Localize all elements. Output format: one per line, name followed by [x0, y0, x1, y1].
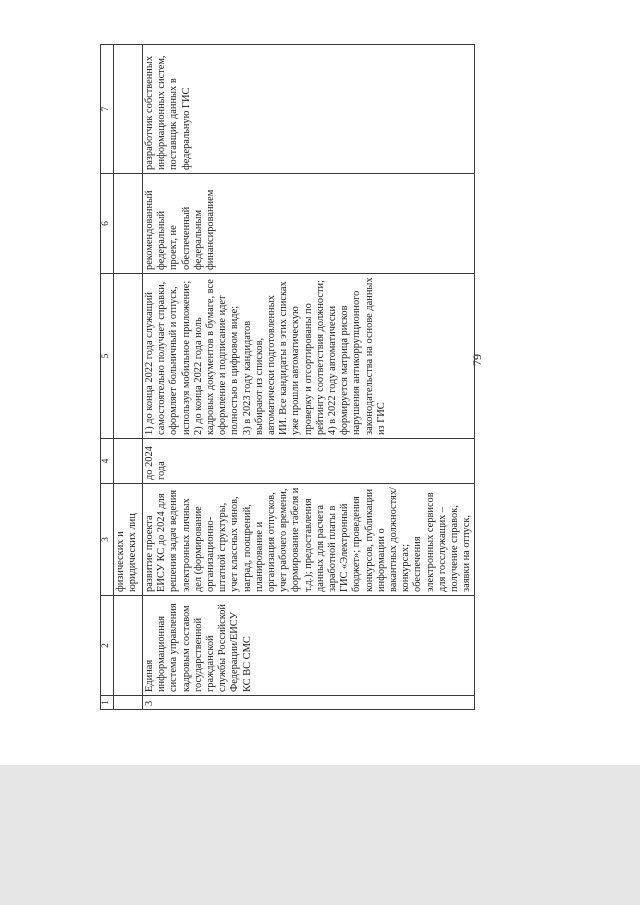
continuation-text: физических и юридических лиц — [114, 484, 143, 596]
expected-results — [143, 274, 475, 439]
row-number: 3 — [143, 696, 475, 710]
system-name: Единая информационная система управления кадровым составом государственной гражданской службы Российской Федерации/ЕИСУ КС ВС СМС — [143, 596, 475, 696]
scan-background — [0, 765, 640, 905]
table-row — [143, 45, 475, 710]
owner-role: разработчик собственных информационных систем, поставщик данных в федеральную ГИС — [143, 45, 475, 174]
rotated-page-content — [100, 45, 630, 710]
measures-table — [100, 44, 475, 710]
result-item: 3) в 2023 году кандидатов выбирают из списков, автоматически подготовленных ИИ. Все кандидаты в этих списках уже прошли автоматическую проверку и отсортированы по рейтингу соответствия должности; — [241, 280, 326, 435]
page-number: 79 — [470, 354, 484, 366]
header-col-7: 7 — [101, 45, 114, 174]
result-item: 2) до конца 2022 года ноль кадровых документов в бумаге, все оформление и подписание идет полностью в цифровом виде; — [192, 279, 241, 435]
header-col-2: 2 — [101, 596, 114, 696]
result-item: 1) до конца 2022 года служащий самостоятельно получает справки, оформляет больничный и отпуск, используя мобильное приложение; — [144, 280, 192, 435]
header-col-3: 3 — [101, 484, 114, 596]
header-col-4: 4 — [101, 439, 114, 484]
measure-description: развитие проекта ЕИСУ КС до 2024 для решения задач ведения электронных личных дел (формирование организационно-штатной структуры, учет классных чинов, наград, поощрений, планирование и организация отпусков, учет рабочего времени, формирование табеля и т.д.); предоставления данных для расчета заработной платы в ГИС «Электронный бюджет»; проведения конкурсов, публикации информации о вакантных должностях/конкурсах; обеспечения электронных сервисов для госслужащих – получение справок, заявки на отпуск, — [143, 484, 475, 596]
header-col-6: 6 — [101, 174, 114, 274]
result-item: 4) в 2022 году автоматически формируется матрица рисков нарушения антикоррупционного законодательства на основе данных из ГИС — [327, 277, 387, 435]
deadline: до 2024 года — [143, 439, 475, 484]
header-col-5: 5 — [101, 274, 114, 439]
continuation-row — [114, 45, 143, 710]
funding-status: рекомендованный федеральный проект, не обеспеченный федеральным финансированием — [143, 174, 475, 274]
header-col-1: 1 — [101, 696, 114, 710]
header-row — [101, 45, 114, 710]
